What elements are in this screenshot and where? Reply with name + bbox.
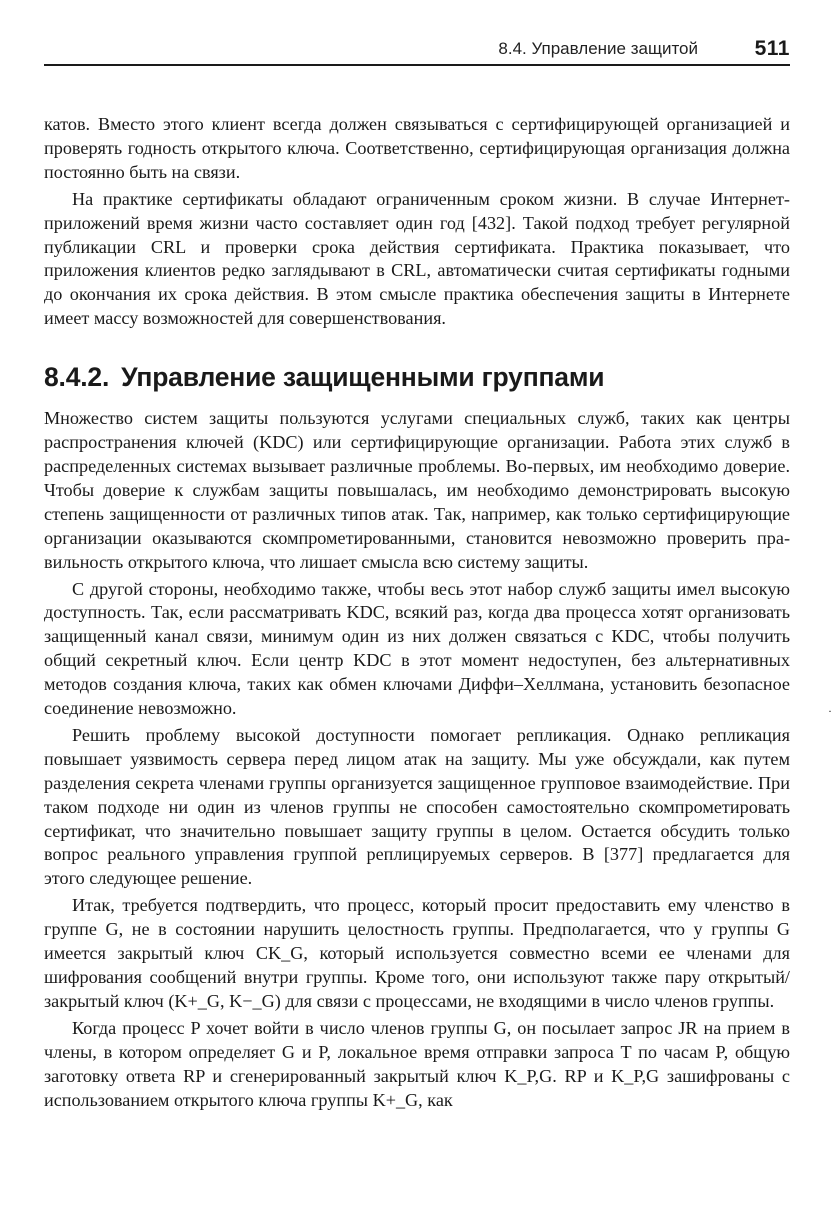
- paragraph: Множество систем защиты пользуются услугами специальных служб, таких как центры распространения ключей (KDC) или сертифицирующие организации. Работа этих служб в распределенных системах вызывает различные проблемы. Во-первых, им необходимо доверие. Чтобы доверие к службам защиты повышалась, им необходимо демонстрировать высокую степень защищенности от различных типов атак. Так, например, как только сертифицирующие организации оказываются скомпрометированными, становится невозможно проверить правильность открытого ключа, что лишает смысла всю систему защиты.: [44, 408, 790, 572]
- paragraph: Решить проблему высокой доступности помогает репликация. Однако репликация повышает уязвимость сервера перед лицом атак на защиту. Мы уже обсуждали, как путем разделения секрета членами группы организуется защищенное групповое взаимодействие. При таком подходе ни один из членов группы не способен самостоятельно скомпрометировать сертификат, что значительно повышает защиту группы в целом. Остается обсудить только вопрос реального управления группой реплицируемых серверов. В [377] предлагается для этого следующее решение.: [44, 724, 790, 889]
- page-body: [44, 113, 790, 1112]
- paragraph: На практике сертификаты обладают ограниченным сроком жизни. В случае Интернет-приложений время жизни часто составляет один год [432]. Такой подход требует регулярной публикации CRL и проверки срока действия сертификата. Практика показывает, что приложения клиентов редко заглядывают в CRL, автоматически считая сертификаты годными до окончания их срока действия. В этом смысле практика обеспечения защиты в Интернете имеет массу возможностей для совершенствования.: [44, 188, 790, 329]
- paragraph: Когда процесс P хочет войти в число членов группы G, он посылает запрос JR на прием в члены, в котором определяет G и P, локальное время отправки запроса T по часам P, общую заготовку ответа RP и сгенерированный закрытый ключ K_P,G. RP и K_P,G зашифрованы с использованием открытого ключа группы K+_G, как: [44, 1017, 790, 1110]
- margin-mark: ·: [828, 704, 832, 718]
- section-heading: [44, 361, 790, 393]
- running-head-title: 8.4. Управление защитой: [498, 39, 698, 58]
- paragraph: катов. Вместо этого клиент всегда должен связываться с сертифицирующей организацией и проверять годность открытого ключа. Соответственно, сертифицирующая организация должна постоянно быть на связи.: [44, 114, 790, 182]
- running-head: [44, 34, 790, 66]
- page-number: 511: [754, 37, 790, 60]
- paragraph: Итак, требуется подтвердить, что процесс, который просит предоставить ему членство в группе G, не в состоянии нарушить целостность группы. Предполагается, что у группы G имеется закрытый ключ CK_G, который используется совместно всеми ее членами для шифрования сообщений внутри группы. Кроме того, они используют также пару открытый/закрытый ключ (K+_G, K−_G) для связи с процессами, не входящими в число членов группы.: [44, 895, 790, 1011]
- section-number: 8.4.2.: [44, 362, 110, 393]
- paragraph: С другой стороны, необходимо также, чтобы весь этот набор служб защиты имел высокую доступность. Так, если рассматривать KDC, всякий раз, когда два процесса хотят организовать защищенный канал связи, минимум один из них должен связаться с KDC, чтобы получить общий секретный ключ. Если центр KDC в этот момент недоступен, без альтернативных методов создания ключа, таких как обмен ключами Диффи–Хеллмана, установить безопасное соединение невозможно.: [44, 578, 790, 719]
- section-title: Управление защищенными группами: [121, 362, 605, 393]
